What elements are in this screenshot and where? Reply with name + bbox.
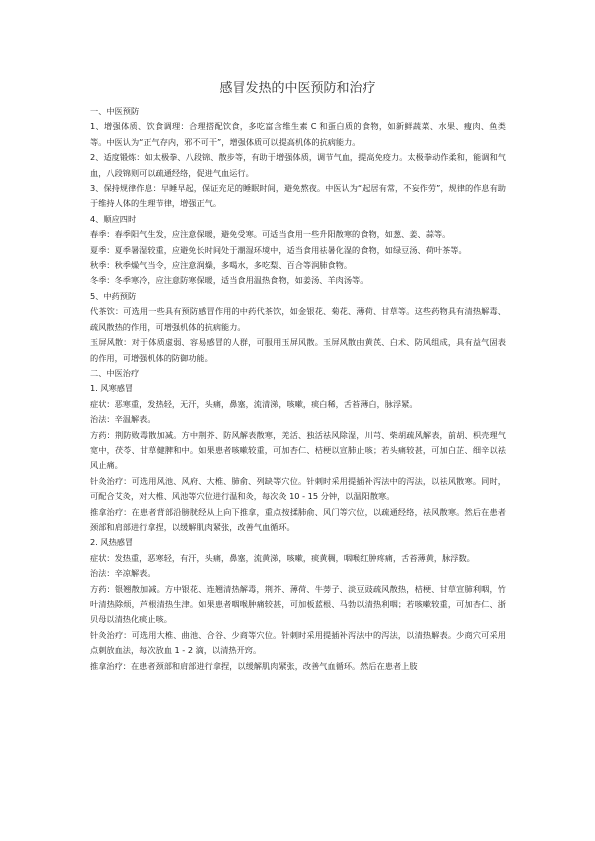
paragraph-wind-heat-prescription: 方药：银翘散加减。方中银花、连翘清热解毒，荆芥、薄荷、牛蒡子、淡豆豉疏风散热，桔梗、甘草宣肺利咽，竹叶清热除烦，芦根清热生津。如果患者咽喉肿痛较甚，可加板蓝根、马勃以清热利咽；若咳嗽较重，可加杏仁、浙贝母以清热化痰止咳。 [90, 583, 506, 625]
paragraph-wind-heat-method: 治法：辛凉解表。 [90, 568, 156, 579]
paragraph-autumn: 秋季：秋季燥气当令，应注意润燥，多喝水，多吃梨、百合等润肺食物。 [90, 260, 353, 271]
heading-treatment: 二、中医治疗 [90, 367, 140, 378]
document-title: 感冒发热的中医预防和治疗 [219, 81, 376, 96]
paragraph-diet: 1、增强体质、饮食调理：合理搭配饮食，多吃富含维生素 C 和蛋白质的食物，如新鲜蔬菜、水果、瘦肉、鱼类等。中医认为“正气存内，邪不可干”，增强体质可以提高机体的抗病能力。 [90, 121, 506, 147]
subheading-wind-heat: 2. 风热感冒 [90, 537, 134, 548]
document-body [90, 104, 506, 674]
paragraph-exercise: 2、适度锻炼：如太极拳、八段锦、散步等，有助于增强体质，调节气血，提高免疫力。太极拳动作柔和，能调和气血，八段锦则可以疏通经络，促进气血运行。 [90, 152, 506, 178]
subheading-wind-cold: 1. 风寒感冒 [90, 383, 134, 394]
paragraph-yupingfeng: 玉屏风散：对于体质虚弱、容易感冒的人群，可服用玉屏风散。玉屏风散由黄芪、白术、防风组成，具有益气固表的作用，可增强机体的防御功能。 [90, 337, 506, 363]
paragraph-wind-cold-acupuncture: 针灸治疗：可选用风池、风府、大椎、肺俞、列缺等穴位。针刺时采用提插补泻法中的泻法，以祛风散寒。同时，可配合艾灸，对大椎、风池等穴位进行温和灸，每次灸 10 - 15 分钟，以温阳散寒。 [90, 475, 506, 502]
heading-prevention: 一、中医预防 [90, 106, 140, 116]
paragraph-wind-heat-massage: 推拿治疗：在患者颈部和肩部进行拿捏，以缓解肌肉紧张，改善气血循环。然后在患者上肢 [90, 660, 418, 671]
subheading-seasons: 4、顺应四时 [90, 213, 137, 224]
paragraph-herbal-tea: 代茶饮：可选用一些具有预防感冒作用的中药代茶饮，如金银花、菊花、薄荷、甘草等。这些药物具有清热解毒、疏风散热的作用，可增强机体的抗病能力。 [90, 306, 506, 332]
subheading-herbal-prevention: 5、中药预防 [90, 290, 137, 301]
paragraph-summer: 夏季：夏季暑湿较重，应避免长时间处于潮湿环境中，适当食用祛暑化湿的食物，如绿豆汤、荷叶茶等。 [90, 244, 467, 255]
paragraph-winter: 冬季：冬季寒冷，应注意防寒保暖，适当食用温热食物，如姜汤、羊肉汤等。 [90, 275, 369, 286]
paragraph-wind-cold-method: 治法：辛温解表。 [90, 414, 156, 425]
paragraph-spring: 春季：春季阳气生发，应注意保暖，避免受寒。可适当食用一些升阳散寒的食物，如葱、姜、蒜等。 [90, 229, 451, 240]
paragraph-wind-cold-massage: 推拿治疗：在患者背部沿膀胱经从上向下推拿，重点按揉肺俞、风门等穴位，以疏通经络，祛风散寒。然后在患者颈部和肩部进行拿捏，以缓解肌肉紧张，改善气血循环。 [90, 506, 506, 532]
paragraph-routine: 3、保持规律作息：早睡早起，保证充足的睡眠时间，避免熬夜。中医认为“起居有常，不妄作劳”，规律的作息有助于维持人体的生理节律，增强正气。 [90, 183, 506, 209]
paragraph-wind-heat-acupuncture: 针灸治疗：可选用大椎、曲池、合谷、少商等穴位。针刺时采用提插补泻法中的泻法，以清热解表。少商穴可采用点刺放血法，每次放血 1 - 2 滴，以清热开窍。 [90, 629, 506, 656]
paragraph-wind-heat-symptoms: 症状：发热重，恶寒轻，有汗，头痛，鼻塞，流黄涕，咳嗽，痰黄稠，咽喉红肿疼痛，舌苔薄黄，脉浮数。 [90, 552, 475, 563]
paragraph-wind-cold-prescription: 方药：荆防败毒散加减。方中荆芥、防风解表散寒，羌活、独活祛风除湿，川芎、柴胡疏风解表，前胡、枳壳理气宽中，茯苓、甘草健脾和中。如果患者咳嗽较重，可加杏仁、桔梗以宣肺止咳；若头痛较甚，可加白芷、细辛以祛风止痛。 [90, 429, 506, 471]
paragraph-wind-cold-symptoms: 症状：恶寒重，发热轻，无汗，头痛，鼻塞，流清涕，咳嗽，痰白稀，舌苔薄白，脉浮紧。 [90, 398, 418, 409]
